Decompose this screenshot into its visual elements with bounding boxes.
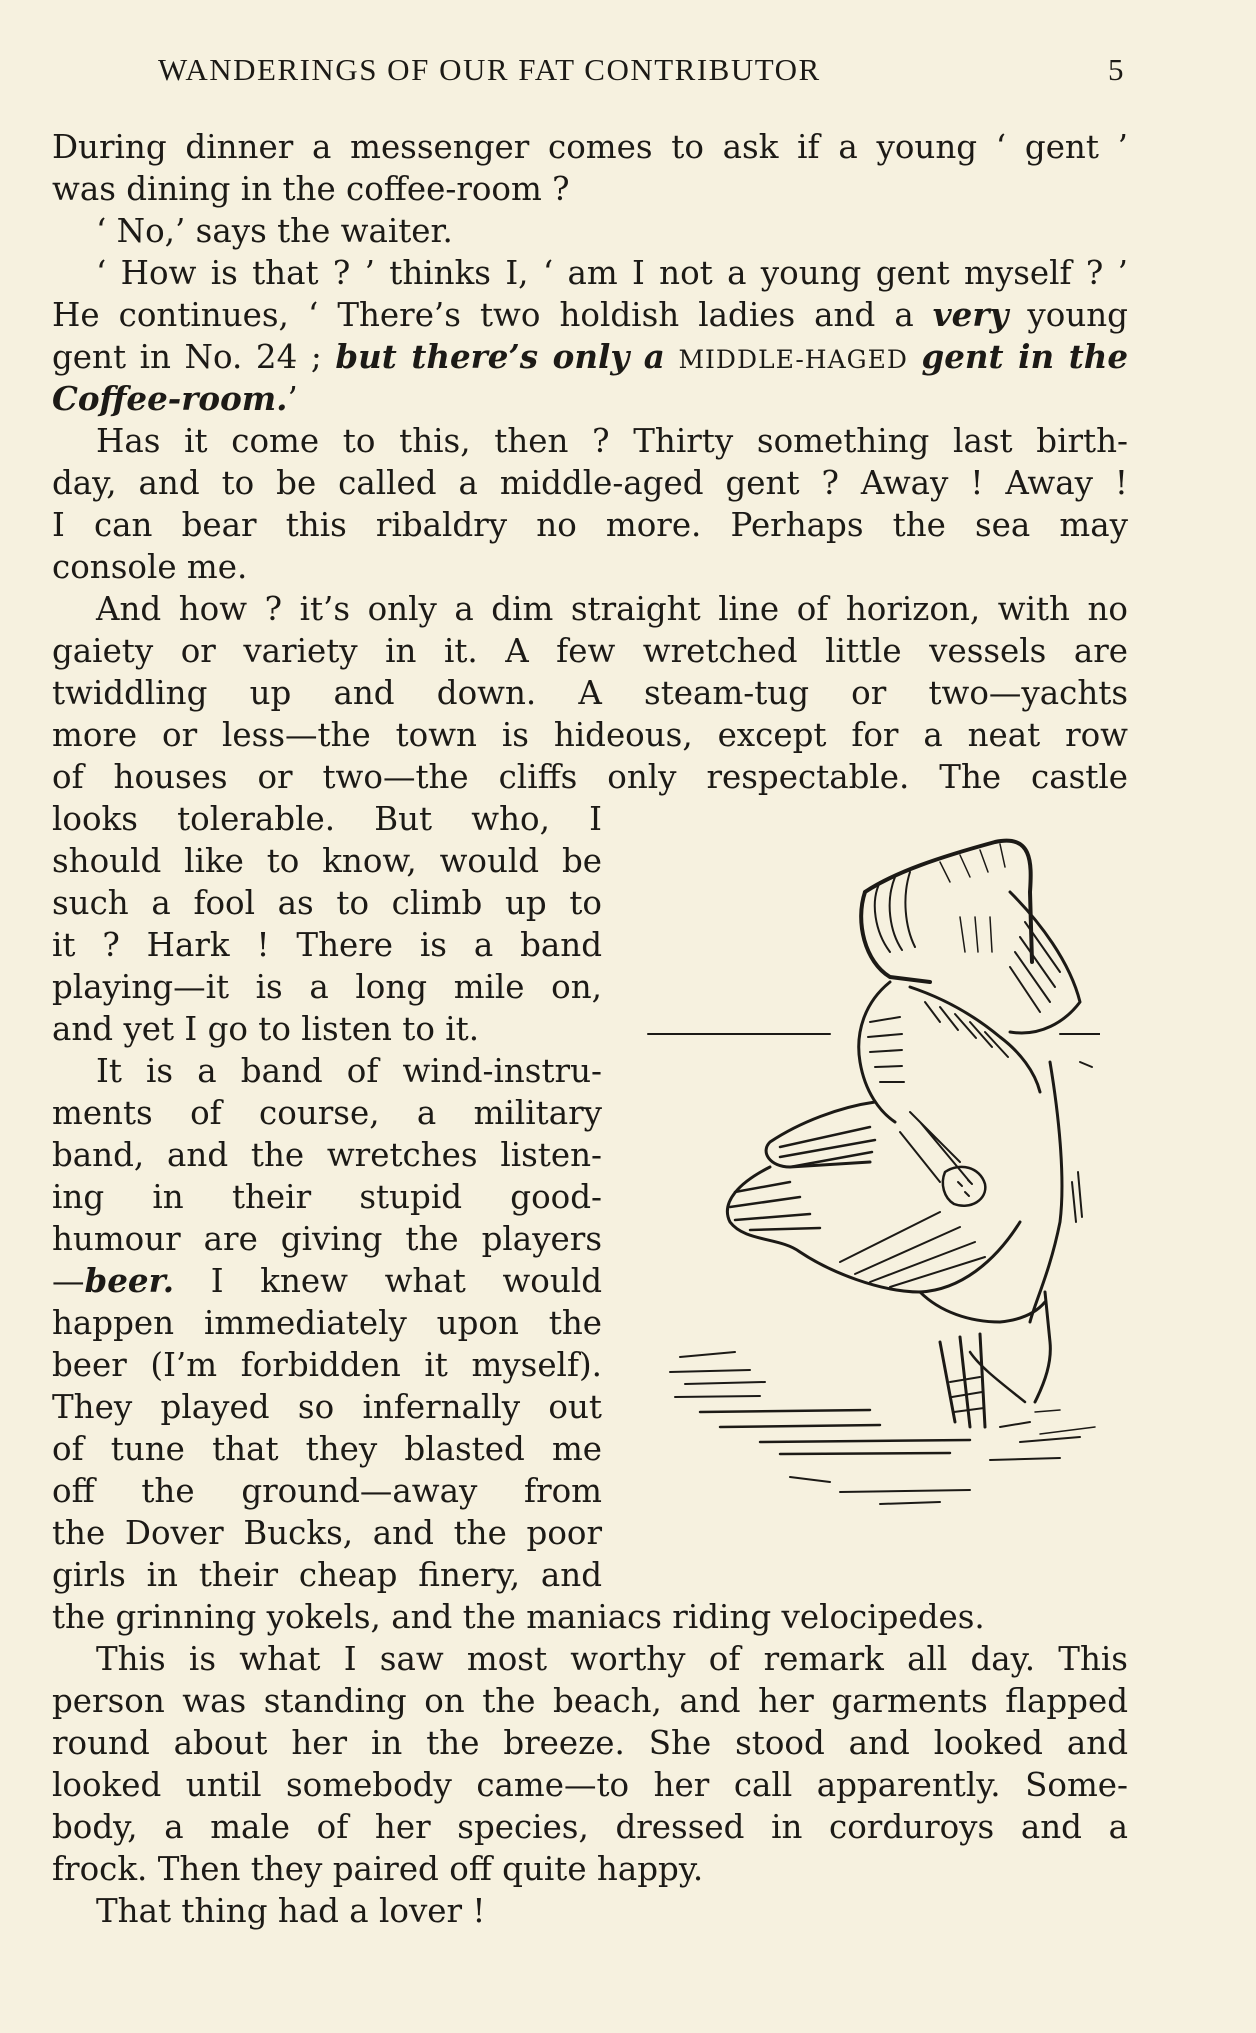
text-line: twiddling up and down. A steam-tug or two—yachts <box>52 674 1128 712</box>
text-line: of tune that they blasted me <box>52 1430 602 1468</box>
text-line: happen immediately upon the <box>52 1304 602 1342</box>
text-line: Has it come to this, then ? Thirty something last birth- <box>96 422 1128 460</box>
text-line: should like to know, would be <box>52 842 602 880</box>
text-line: the grinning yokels, and the maniacs riding velocipedes. <box>52 1598 985 1636</box>
text-line: day, and to be called a middle-aged gent ? Away ! Away ! <box>52 464 1128 502</box>
text-line: Coffee-room.’ <box>52 379 298 418</box>
text-line: person was standing on the beach, and her garments flapped <box>52 1682 1128 1720</box>
text-line: frock. Then they paired off quite happy. <box>52 1850 704 1888</box>
text-line: —beer. I knew what would <box>52 1261 602 1300</box>
text-line: humour are giving the players <box>52 1220 602 1258</box>
text-line: beer (I’m forbidden it myself). <box>52 1346 602 1384</box>
text-line: I can bear this ribaldry no more. Perhaps the sea may <box>52 506 1128 544</box>
running-title: WANDERINGS OF OUR FAT CONTRIBUTOR <box>158 52 821 87</box>
text-line: more or less—the town is hideous, except for a neat row <box>52 716 1128 754</box>
text-line: the Dover Bucks, and the poor <box>52 1514 602 1552</box>
text-line: gaiety or variety in it. A few wretched little vessels are <box>52 632 1128 670</box>
text-line: console me. <box>52 548 248 586</box>
text-line: That thing had a lover ! <box>96 1892 486 1930</box>
text-line: of houses or two—the cliffs only respectable. The castle <box>52 758 1128 796</box>
text-line: looks tolerable. But who, I <box>52 800 602 838</box>
text-line: body, a male of her species, dressed in corduroys and a <box>52 1808 1128 1846</box>
text-line: They played so infernally out <box>52 1388 602 1426</box>
text-line: band, and the wretches listen- <box>52 1136 602 1174</box>
illustration-woman-on-beach <box>640 822 1100 1562</box>
text-line: He continues, ‘ There’s two holdish ladies and a very young <box>52 295 1128 334</box>
text-line: was dining in the coffee-room ? <box>52 170 570 208</box>
text-line: ‘ How is that ? ’ thinks I, ‘ am I not a young gent myself ? ’ <box>96 254 1128 292</box>
text-line: and yet I go to listen to it. <box>52 1010 480 1048</box>
text-line: it ? Hark ! There is a band <box>52 926 602 964</box>
text-line: playing—it is a long mile on, <box>52 968 602 1006</box>
text-line: girls in their cheap finery, and <box>52 1556 602 1594</box>
text-line: ing in their stupid good- <box>52 1178 602 1216</box>
text-line: ‘ No,’ says the waiter. <box>96 212 453 250</box>
text-line: off the ground—away from <box>52 1472 602 1510</box>
text-line: such a fool as to climb up to <box>52 884 602 922</box>
text-line: During dinner a messenger comes to ask if a young ‘ gent ’ <box>52 128 1128 166</box>
text-line: looked until somebody came—to her call apparently. Some- <box>52 1766 1128 1804</box>
text-line: gent in No. 24 ; but there’s only a MIDDLE-HAGED gent in the <box>52 337 1129 376</box>
page-number: 5 <box>1108 52 1124 87</box>
text-line: round about her in the breeze. She stood and looked and <box>52 1724 1128 1762</box>
text-line: And how ? it’s only a dim straight line of horizon, with no <box>96 590 1128 628</box>
text-line: ments of course, a military <box>52 1094 602 1132</box>
text-line: It is a band of wind-instru- <box>96 1052 602 1090</box>
text-line: This is what I saw most worthy of remark all day. This <box>96 1640 1128 1678</box>
